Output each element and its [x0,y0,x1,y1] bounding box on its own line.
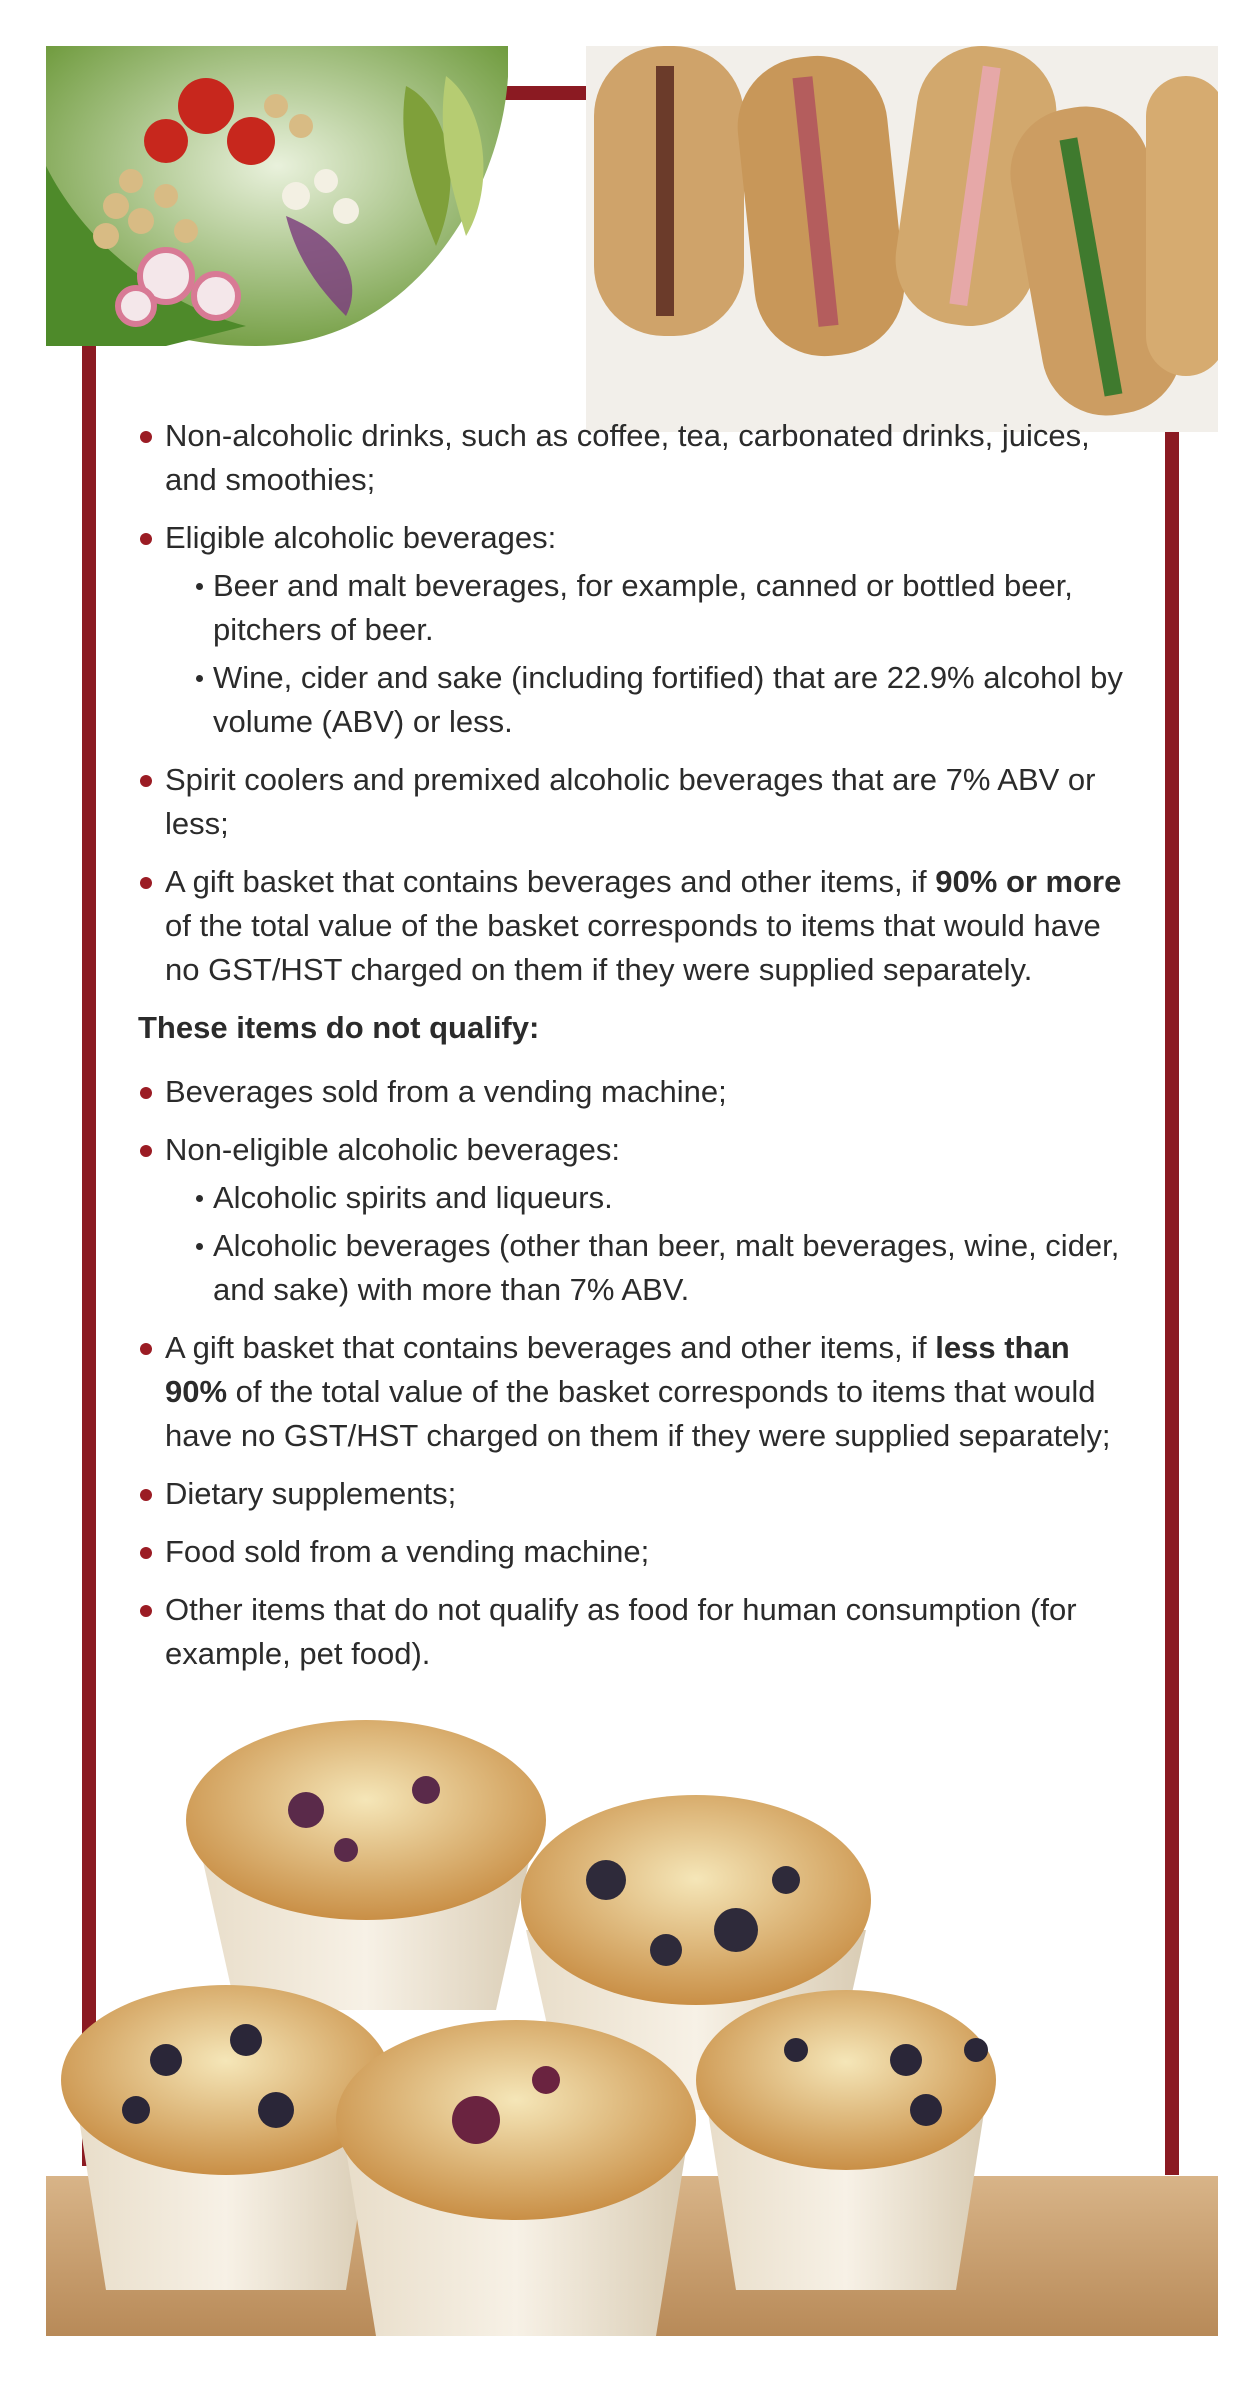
non-qualifying-items-list [138,1070,1138,1676]
list-item-emphasis: 90% or more [935,864,1122,899]
list-item [138,1326,1138,1458]
list-item-text: of the total value of the basket corresponds to items that would have no GST/HST charged on them if they were supplied separately. [165,908,1101,987]
sub-list-item: Beer and malt beverages, for example, canned or bottled beer, pitchers of beer. [195,564,1138,652]
list-item-text: A gift basket that contains beverages and other items, if [165,1330,936,1365]
list-item-text: Non-eligible alcoholic beverages: [165,1132,620,1167]
sub-list [165,564,1138,744]
list-item-text: Beverages sold from a vending machine; [165,1074,727,1109]
sub-list-item: Wine, cider and sake (including fortified) that are 22.9% alcohol by volume (ABV) or less. [195,656,1138,744]
list-item-text: Spirit coolers and premixed alcoholic beverages that are 7% ABV or less; [165,762,1096,841]
list-item [138,1472,1138,1516]
sub-list [165,1176,1138,1312]
list-item-text: Other items that do not qualify as food for human consumption (for example, pet food). [165,1592,1077,1671]
list-item [138,1070,1138,1114]
sandwiches-photo [586,46,1218,432]
list-item [138,1128,1138,1312]
muffins-photo [46,1680,1218,2336]
list-item [138,516,1138,744]
list-item [138,1588,1138,1676]
qualifying-items-list [138,414,1138,992]
list-item-emphasis: less than 90% [165,1330,1070,1409]
list-item-text: Non-alcoholic drinks, such as coffee, tea, carbonated drinks, juices, and smoothies; [165,418,1090,497]
list-item [138,1530,1138,1574]
list-item-text: Eligible alcoholic beverages: [165,520,557,555]
sub-list-item: Alcoholic spirits and liqueurs. [195,1176,1138,1220]
list-item-text: Dietary supplements; [165,1476,457,1511]
list-item-text: Food sold from a vending machine; [165,1534,650,1569]
list-item [138,758,1138,846]
list-item-text: of the total value of the basket corresponds to items that would have no GST/HST charged on them if they were supplied separately; [165,1374,1111,1453]
sub-list-item: Alcoholic beverages (other than beer, malt beverages, wine, cider, and sake) with more than 7% ABV. [195,1224,1138,1312]
section-heading: These items do not qualify: [138,1010,540,1045]
salad-photo [46,46,508,346]
list-item-text: A gift basket that contains beverages and other items, if [165,864,936,899]
document-body [138,414,1138,1690]
list-item [138,414,1138,502]
list-item [138,860,1138,992]
